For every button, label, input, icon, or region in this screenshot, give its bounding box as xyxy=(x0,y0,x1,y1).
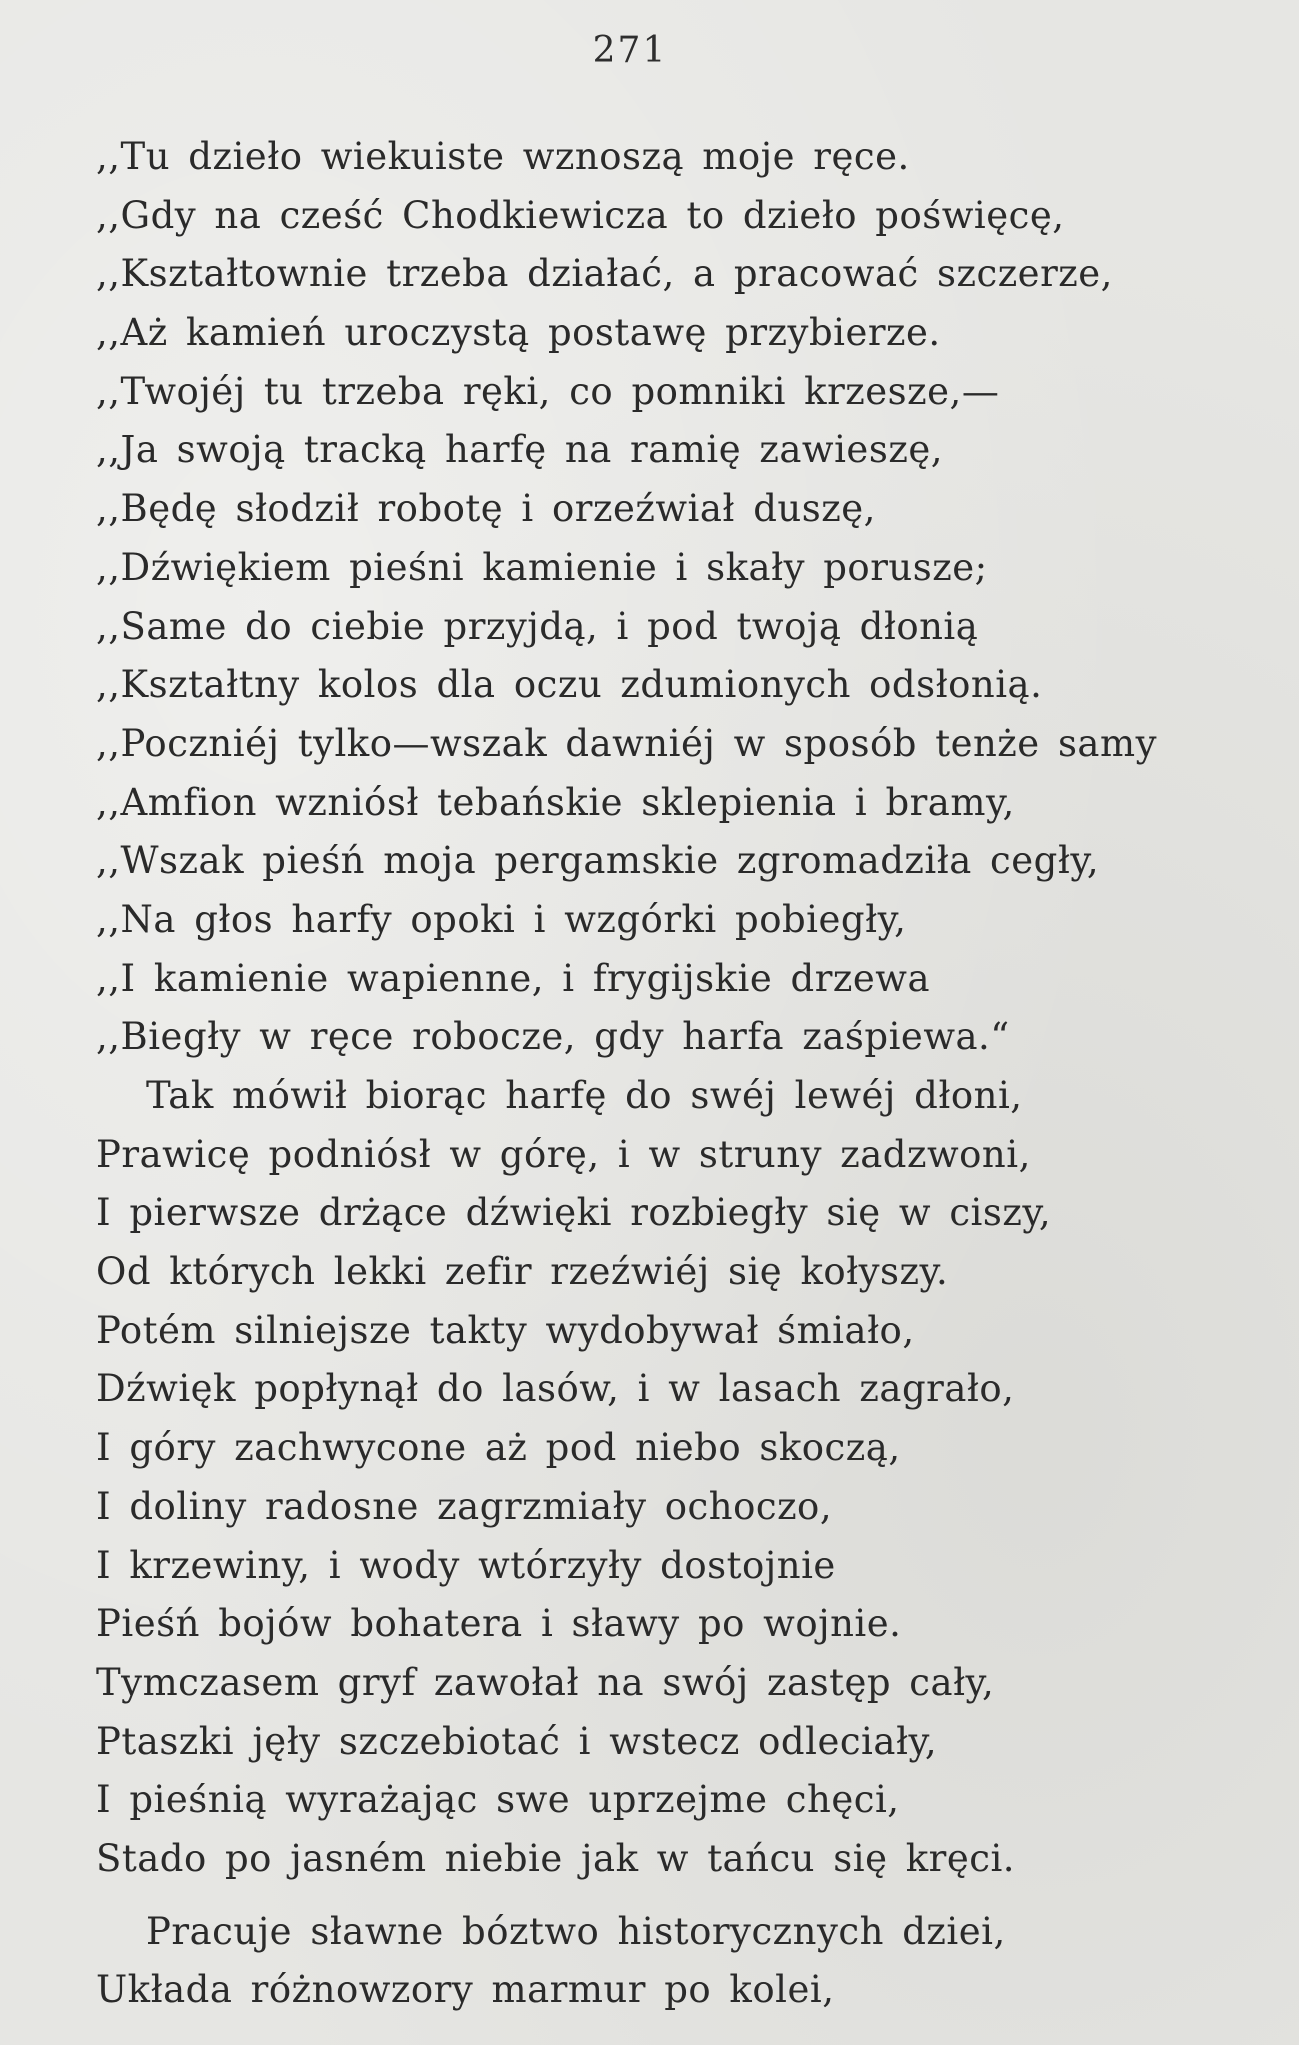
verse-line: Stado po jasném niebie jak w tańcu się kręci. xyxy=(96,1836,1016,1880)
verse-line-indented: Tak mówił biorąc harfę do swéj lewéj dłoni, xyxy=(146,1074,1023,1117)
verse-line: Dźwięk popłynął do lasów, i w lasach zagrało, xyxy=(96,1367,1015,1411)
verse-line: I krzewiny, i wody wtórzyły dostojnie xyxy=(96,1543,836,1587)
verse-line: I doliny radosne zagrzmiały ochoczo, xyxy=(96,1484,833,1528)
verse-line: ,,Na głos harfy opoki i wzgórki pobiegły, xyxy=(96,897,907,941)
verse-line: ,,Same do ciebie przyjdą, i pod twoją dłonią xyxy=(96,604,979,648)
verse-line: ,,Kształtownie trzeba działać, a pracować szczerze, xyxy=(96,252,1113,296)
verse-line: ,,Będę słodził robotę i orzeźwiał duszę, xyxy=(96,487,876,531)
verse-line: ,,Biegły w ręce robocze, gdy harfa zaśpiewa.“ xyxy=(96,1015,1010,1059)
verse-line: Tymczasem gryf zawołał na swój zastęp cały, xyxy=(96,1660,995,1704)
page-number: 271 xyxy=(592,30,668,71)
verse-line: ,,Amfion wzniósł tebańskie sklepienia i bramy, xyxy=(96,780,1015,824)
verse-line: Pieśń bojów bohatera i sławy po wojnie. xyxy=(96,1602,902,1646)
verse-line-indented: Pracuje sławne bóztwo historycznych dziei, xyxy=(146,1909,1006,1953)
verse-line: Od których lekki zefir rzeźwiéj się kołyszy. xyxy=(96,1250,949,1294)
verse-line: ,,Twojéj tu trzeba ręki, co pomniki krzesze,— xyxy=(96,369,1000,413)
stanza-spacing xyxy=(96,1889,1256,1903)
verse-line: ,,Kształtny kolos dla oczu zdumionych odsłonią. xyxy=(96,663,1043,707)
verse-line: Układa różnowzory marmur po kolei, xyxy=(96,1968,835,2012)
stanza-3 xyxy=(96,1903,1256,2020)
verse-line: I pierwsze drżące dźwięki rozbiegły się w ciszy, xyxy=(96,1191,1052,1235)
verse-line: Ptaszki jęły szczebiotać i wstecz odleciały, xyxy=(96,1719,938,1763)
verse-line: Prawicę podniósł w górę, i w struny zadzwoni, xyxy=(96,1132,1031,1176)
verse-line: I góry zachwycone aż pod niebo skoczą, xyxy=(96,1426,901,1470)
verse-line: I pieśnią wyrażając swe uprzejme chęci, xyxy=(96,1778,900,1822)
verse-line: ,,Ja swoją tracką harfę na ramię zawieszę, xyxy=(96,428,943,472)
verse-line: ,,Tu dzieło wiekuiste wznoszą moje ręce. xyxy=(96,135,910,178)
stanza-1 xyxy=(96,128,1256,1067)
verse-line: ,,Wszak pieśń moja pergamskie zgromadziła cegły, xyxy=(96,839,1100,883)
stanza-2 xyxy=(96,1067,1256,1889)
verse-line: ,,Aż kamień uroczystą postawę przybierze. xyxy=(96,311,941,355)
verse-line: Potém silniejsze takty wydobywał śmiało, xyxy=(96,1308,915,1352)
poem-text xyxy=(96,128,1256,2020)
verse-line: ,,I kamienie wapienne, i frygijskie drzewa xyxy=(96,956,930,1000)
verse-line: ,,Poczniéj tylko—wszak dawniéj w sposób tenże samy xyxy=(96,721,1157,765)
verse-line: ,,Gdy na cześć Chodkiewicza to dzieło poświęcę, xyxy=(96,193,1065,237)
verse-line: ,,Dźwiękiem pieśni kamienie i skały porusze; xyxy=(96,545,988,589)
